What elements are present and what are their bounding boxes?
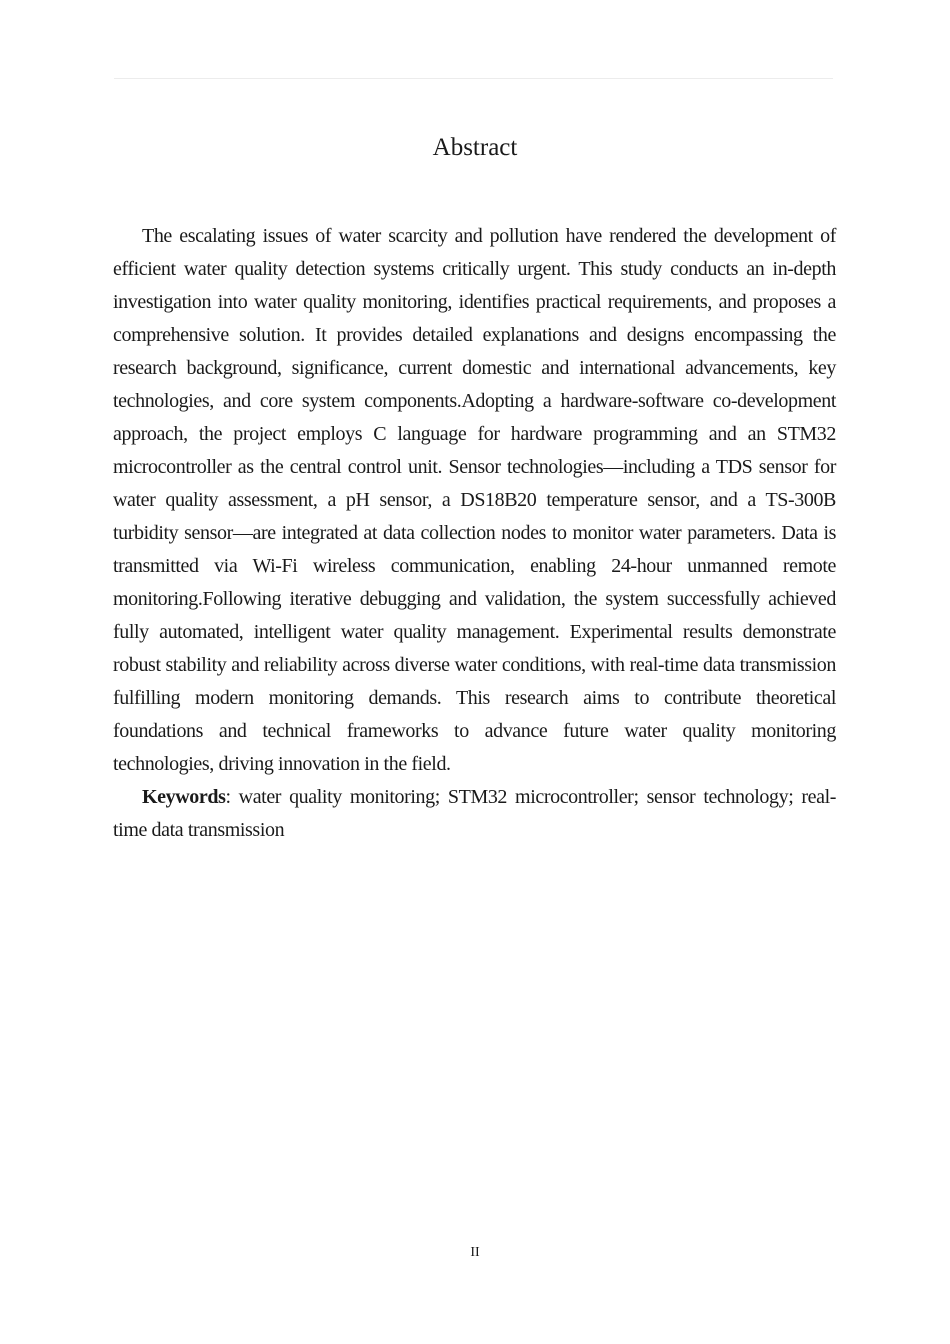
page-number: II [470, 1245, 480, 1260]
abstract-content [113, 220, 836, 847]
keywords-paragraph [113, 781, 836, 847]
abstract-body-paragraph: The escalating issues of water scarcity and pollution have rendered the development of efficient water quality detection systems critically urgent. This study conducts an in-depth investigation into water quality monitoring, identifies practical requirements, and proposes a comprehensive solution. It provides detailed explanations and designs encompassing the research background, significance, current domestic and international advancements, key technologies, and core system components.Adopting a hardware-software co-development approach, the project employs C language for hardware programming and an STM32 microcontroller as the central control unit. Sensor technologies—including a TDS sensor for water quality assessment, a pH sensor, a DS18B20 temperature sensor, and a TS-300B turbidity sensor—are integrated at data collection nodes to monitor water parameters. Data is transmitted via Wi-Fi wireless communication, enabling 24-hour unmanned remote monitoring.Following iterative debugging and validation, the system successfully achieved fully automated, intelligent water quality management. Experimental results demonstrate robust stability and reliability across diverse water conditions, with real-time data transmission fulfilling modern monitoring demands. This research aims to contribute theoretical foundations and technical frameworks to advance future water quality monitoring technologies, driving innovation in the field. [113, 225, 836, 775]
keywords-text: water quality monitoring; STM32 microcontroller; sensor technology; real-time data transmission [113, 786, 837, 841]
keywords-label: Keywords [142, 786, 226, 808]
keywords-separator: : [225, 786, 239, 808]
header-rule-divider [114, 78, 833, 79]
page-title: Abstract [432, 134, 518, 161]
